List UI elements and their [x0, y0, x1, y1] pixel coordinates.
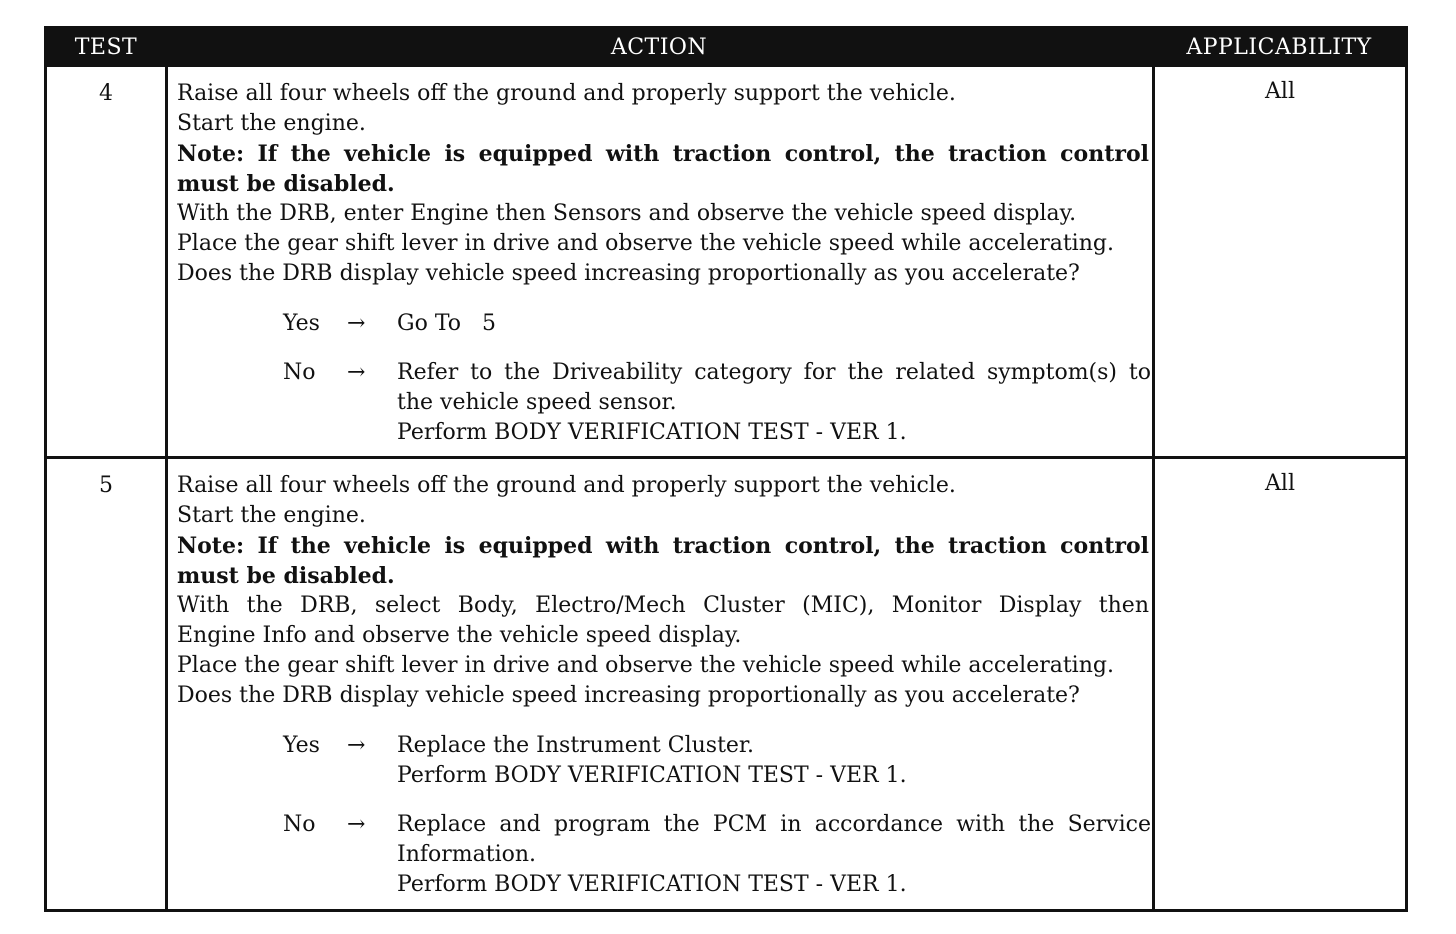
result-line: Replace the Instrument Cluster.: [397, 733, 755, 758]
header-test: TEST: [74, 35, 138, 60]
arrow-icon: →: [347, 360, 366, 385]
result-line: Replace and program the PCM in accordance with the Service: [397, 812, 1151, 837]
no-result: [283, 358, 1151, 448]
column-divider: [165, 67, 168, 909]
action-line: Does the DRB display vehicle speed increasing proportionally as you accelerate?: [177, 261, 1080, 286]
action-line: Engine Info and observe the vehicle speed display.: [177, 623, 742, 648]
table-header: [47, 29, 1405, 67]
arrow-icon: →: [347, 812, 366, 837]
no-label: No: [283, 360, 316, 385]
test-number: 4: [99, 81, 113, 106]
test-number: 5: [99, 473, 113, 498]
action-line: Start the engine.: [177, 111, 366, 136]
yes-label: Yes: [283, 733, 320, 758]
applicability-value: All: [1265, 79, 1295, 104]
yes-result: [283, 731, 1151, 791]
action-line: With the DRB, select Body, Electro/Mech Cluster (MIC), Monitor Display then: [177, 593, 1149, 618]
arrow-icon: →: [347, 311, 366, 336]
yes-result: [283, 309, 1151, 339]
action-note: must be disabled.: [177, 171, 395, 197]
yes-label: Yes: [283, 311, 320, 336]
action-text: [177, 471, 1149, 711]
result-line: Perform BODY VERIFICATION TEST - VER 1.: [397, 872, 907, 897]
result-line: Perform BODY VERIFICATION TEST - VER 1.: [397, 763, 907, 788]
row-divider: [47, 456, 1405, 459]
action-line: Raise all four wheels off the ground and properly support the vehicle.: [177, 473, 956, 498]
action-line: Place the gear shift lever in drive and observe the vehicle speed while accelerating.: [177, 653, 1114, 678]
action-line: Start the engine.: [177, 503, 366, 528]
result-line: Go To 5: [397, 311, 496, 336]
action-note: must be disabled.: [177, 563, 395, 589]
action-line: Raise all four wheels off the ground and properly support the vehicle.: [177, 81, 956, 106]
action-note: Note: If the vehicle is equipped with traction control, the traction control: [177, 533, 1149, 559]
action-note: Note: If the vehicle is equipped with traction control, the traction control: [177, 141, 1149, 167]
action-text: [177, 79, 1149, 289]
action-line: With the DRB, enter Engine then Sensors and observe the vehicle speed display.: [177, 201, 1077, 226]
result-line: Refer to the Driveability category for the related symptom(s) to: [397, 360, 1151, 385]
no-result: [283, 810, 1151, 900]
result-line: Information.: [397, 842, 537, 867]
action-line: Place the gear shift lever in drive and observe the vehicle speed while accelerating.: [177, 231, 1114, 256]
applicability-value: All: [1265, 471, 1295, 496]
header-action: ACTION: [610, 35, 708, 60]
arrow-icon: →: [347, 733, 366, 758]
test-procedure-table: [44, 26, 1408, 912]
result-line: the vehicle speed sensor.: [397, 390, 677, 415]
no-label: No: [283, 812, 316, 837]
header-applicability: APPLICABILITY: [1186, 35, 1372, 60]
result-line: Perform BODY VERIFICATION TEST - VER 1.: [397, 420, 907, 445]
action-line: Does the DRB display vehicle speed increasing proportionally as you accelerate?: [177, 683, 1080, 708]
